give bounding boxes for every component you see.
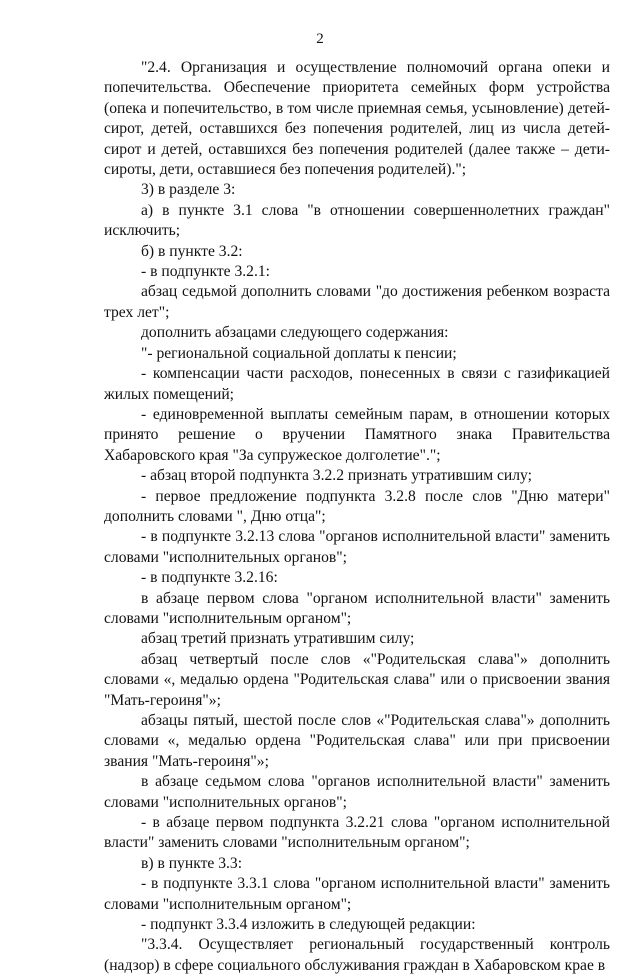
paragraph: абзац седьмой дополнить словами "до достижения ребенком возраста трех лет"; (104, 283, 610, 321)
document-body (104, 58, 610, 976)
paragraph: абзац третий признать утратившим силу; (141, 630, 415, 648)
paragraph: "3.3.4. Осуществляет региональный государственный контроль (надзор) в сфере социального обслуживания граждан в Хабаровском крае в (104, 936, 610, 974)
paragraph: - в подпункте 3.2.1: (141, 263, 270, 281)
paragraph: абзац четвертый после слов «"Родительская слава"» дополнить словами «, медалью ордена "Родительская слава" или о присвоении звания "Мать-героиня"»; (104, 650, 610, 709)
paragraph: - в абзаце первом подпункта 3.2.21 слова "органом исполнительной власти" заменить словами "исполнительным органом"; (104, 814, 610, 852)
page-number: 2 (316, 31, 324, 47)
paragraph: - в подпункте 3.2.13 слова "органов исполнительной власти" заменить словами "исполнительных органов"; (104, 528, 610, 566)
paragraph: абзацы пятый, шестой после слов «"Родительская слава"» дополнить словами «, медалью ордена "Родительская слава" или при присвоении звания "Мать-героиня"»; (104, 712, 610, 770)
paragraph: - подпункт 3.3.4 изложить в следующей редакции: (141, 916, 476, 934)
paragraph: - в подпункте 3.2.16: (141, 569, 278, 587)
paragraph: - компенсации части расходов, понесенных в связи с газификацией жилых помещений; (104, 365, 610, 403)
paragraph: в) в пункте 3.3: (141, 854, 243, 872)
paragraph: "- региональной социальной доплаты к пенсии; (141, 344, 457, 362)
paragraph: - в подпункте 3.3.1 слова "органом исполнительной власти" заменить словами "исполнительным органом"; (104, 875, 610, 913)
paragraph: 3) в разделе 3: (141, 181, 236, 199)
paragraph: дополнить абзацами следующего содержания: (141, 324, 449, 342)
paragraph: б) в пункте 3.2: (141, 242, 243, 260)
paragraph: а) в пункте 3.1 слова "в отношении совершеннолетних граждан" исключить; (104, 201, 610, 240)
paragraph: - первое предложение подпункта 3.2.8 после слов "Дню матери" дополнить словами ", Дню отца"; (104, 487, 610, 525)
paragraph: "2.4. Организация и осуществление полномочий органа опеки и попечительства. Обеспечение приоритета семейных форм устройства (опека и попечительство, в том числе приемная семья, усыновление) детей-сирот, детей, оставшихся без попечения родителей, лиц из числа детей-сирот и детей, оставшихся без попечения родителей (далее также – дети-сироты, дети, оставшиеся без попечения родителей)."; (104, 59, 610, 179)
paragraph: - единовременной выплаты семейным парам, в отношении которых принято решение о вручении Памятного знака Правительства Хабаровского края "За супружеское долголетие"."; (104, 405, 610, 464)
paragraph: в абзаце первом слова "органом исполнительной власти" заменить словами "исполнительным органом"; (104, 589, 610, 627)
paragraph: в абзаце седьмом слова "органов исполнительной власти" заменить словами "исполнительных органов"; (104, 773, 610, 811)
paragraph: - абзац второй подпункта 3.2.2 признать утратившим силу; (141, 467, 532, 485)
